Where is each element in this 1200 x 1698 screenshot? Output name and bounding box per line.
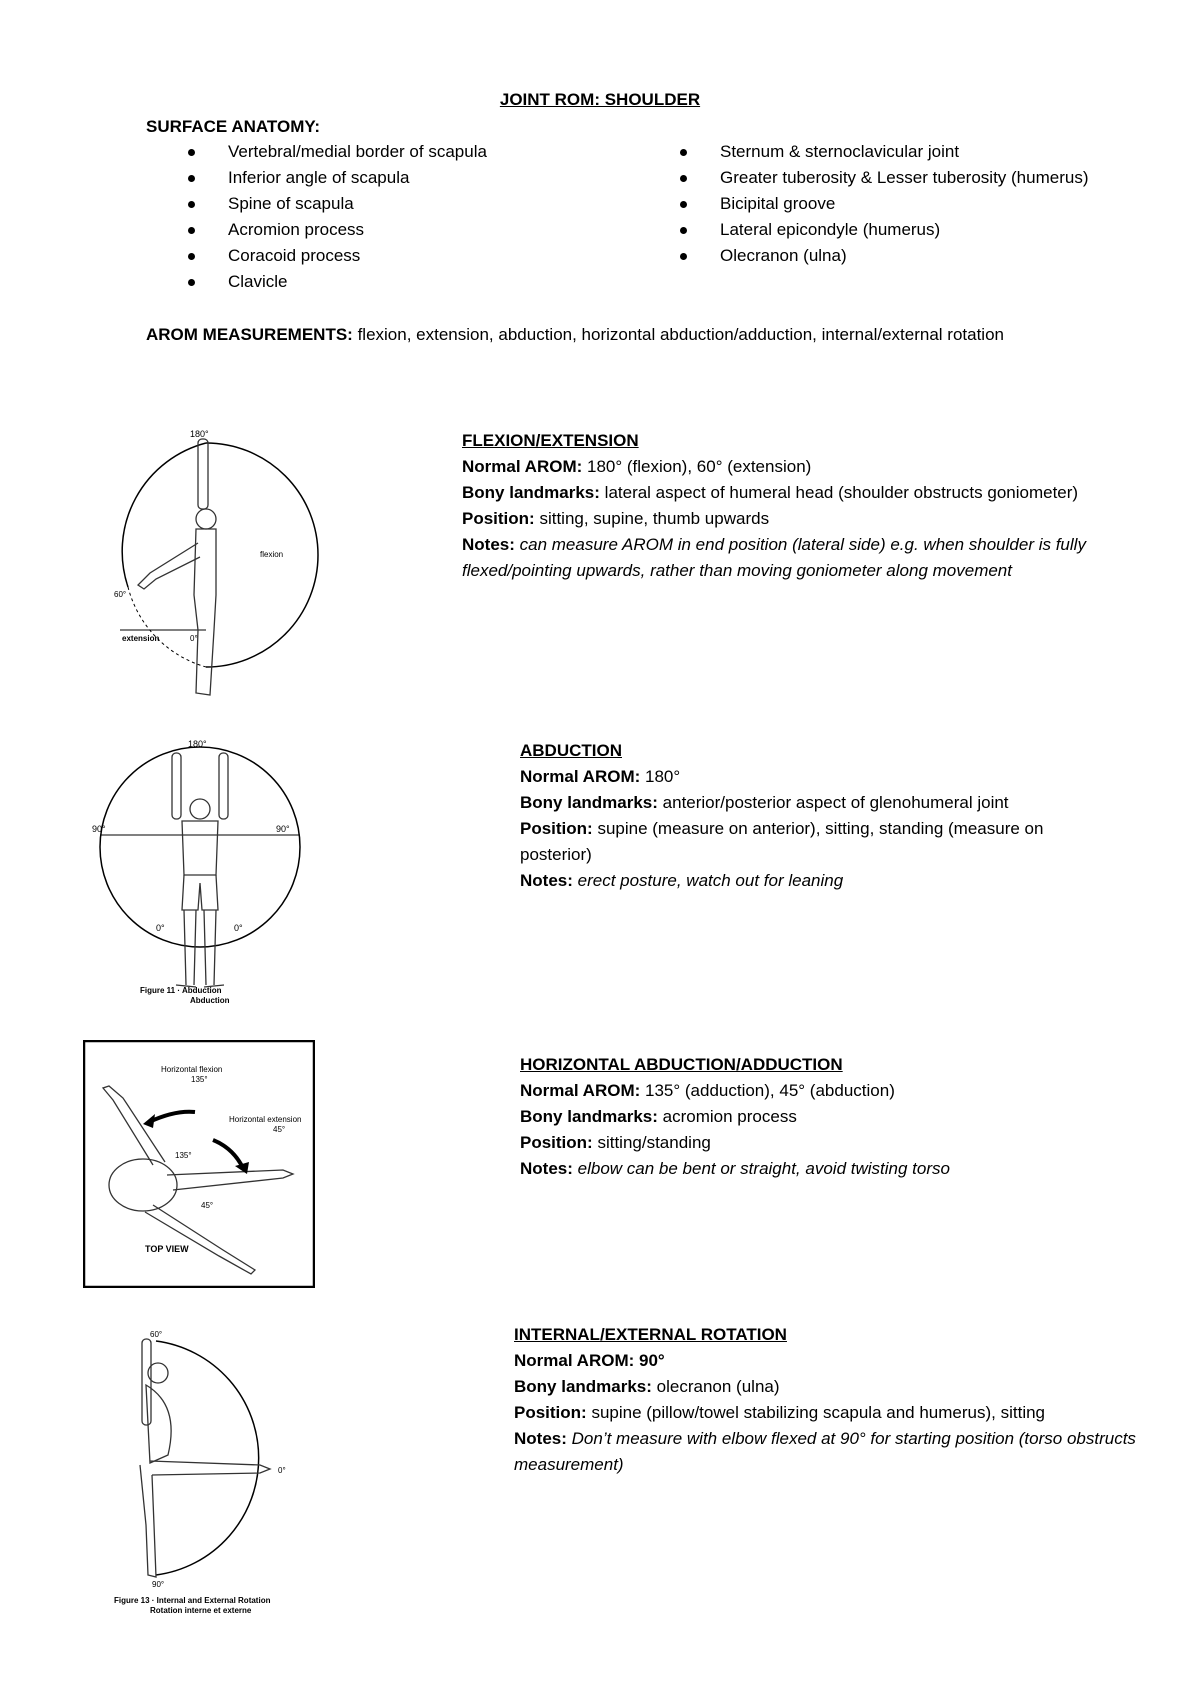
abduction-right-degree: 90° [276, 824, 290, 834]
bony-landmarks-value: acromion process [657, 1107, 797, 1126]
bony-landmarks-row [520, 790, 1120, 816]
abduction-caption: Figure 11 · Abduction [140, 986, 222, 995]
notes-row [520, 1156, 1120, 1182]
notes-row [462, 532, 1182, 584]
notes-label: Notes: [462, 535, 515, 554]
arom-label: AROM MEASUREMENTS: [146, 325, 353, 344]
section-flexion-extension [462, 428, 1182, 584]
position-row [520, 1130, 1120, 1156]
list-item: Bicipital groove [680, 191, 1100, 217]
section-heading: ABDUCTION [520, 741, 622, 760]
rotation-top-degree: 60° [150, 1330, 163, 1339]
normal-arom-row [514, 1348, 1154, 1374]
bony-landmarks-row [520, 1104, 1120, 1130]
section-abduction [520, 738, 1120, 894]
surface-anatomy-list-left [188, 139, 628, 295]
list-item: Greater tuberosity & Lesser tuberosity (humerus) [680, 165, 1100, 191]
position-label: Position: [462, 509, 535, 528]
horizontal-abduction-figure [83, 1040, 315, 1288]
section-rotation [514, 1322, 1154, 1478]
abduction-bottom-left-degree: 0° [156, 923, 165, 933]
horizontal-flexion-degree: 135° [191, 1075, 208, 1084]
abduction-figure [90, 735, 310, 1005]
notes-label: Notes: [520, 871, 573, 890]
bony-landmarks-value: anterior/posterior aspect of glenohumeral joint [657, 793, 1009, 812]
list-item: Sternum & sternoclavicular joint [680, 139, 1100, 165]
position-label: Position: [520, 1133, 593, 1152]
rotation-bottom-degree: 90° [152, 1580, 165, 1589]
section-heading: HORIZONTAL ABDUCTION/ADDUCTION [520, 1055, 843, 1074]
notes-value: erect posture, watch out for leaning [572, 871, 844, 890]
bony-landmarks-row [514, 1374, 1154, 1400]
normal-arom-label: Normal AROM: [514, 1351, 635, 1370]
normal-arom-value: 180° [640, 767, 681, 786]
top-view-label: TOP VIEW [145, 1244, 189, 1254]
list-item: Spine of scapula [188, 191, 628, 217]
bony-landmarks-value: lateral aspect of humeral head (shoulder obstructs goniometer) [599, 483, 1079, 502]
extension-label: extension [122, 634, 160, 643]
arom-text: flexion, extension, abduction, horizontal abduction/adduction, internal/external rotation [352, 325, 1004, 344]
horizontal-135-degree: 135° [175, 1151, 192, 1160]
section-horizontal-abduction [520, 1052, 1120, 1182]
flexion-zero-degree: 0° [190, 634, 198, 643]
rotation-caption: Figure 13 · Internal and External Rotation [114, 1596, 271, 1605]
horizontal-extension-label: Horizontal extension [229, 1115, 302, 1124]
notes-value: elbow can be bent or straight, avoid twisting torso [572, 1159, 950, 1178]
rotation-figure [110, 1325, 320, 1615]
notes-value: can measure AROM in end position (lateral side) e.g. when shoulder is fully flexed/pointing upwards, rather than moving goniometer along movement [462, 535, 1086, 580]
abduction-left-degree: 90° [92, 824, 106, 834]
position-value: sitting, supine, thumb upwards [534, 509, 770, 528]
position-value: supine (pillow/towel stabilizing scapula and humerus), sitting [586, 1403, 1046, 1422]
section-heading: INTERNAL/EXTERNAL ROTATION [514, 1325, 787, 1344]
horizontal-extension-degree: 45° [273, 1125, 286, 1134]
bony-landmarks-label: Bony landmarks: [462, 483, 600, 502]
position-label: Position: [520, 819, 593, 838]
normal-arom-value: 180° (flexion), 60° (extension) [582, 457, 812, 476]
list-item: Coracoid process [188, 243, 628, 269]
list-item: Clavicle [188, 269, 628, 295]
normal-arom-label: Normal AROM: [520, 767, 641, 786]
position-label: Position: [514, 1403, 587, 1422]
list-item: Inferior angle of scapula [188, 165, 628, 191]
normal-arom-value: 135° (adduction), 45° (abduction) [640, 1081, 895, 1100]
page-title: JOINT ROM: SHOULDER [499, 90, 701, 109]
flexion-label: flexion [260, 550, 284, 559]
list-item: Acromion process [188, 217, 628, 243]
position-value: sitting/standing [592, 1133, 711, 1152]
notes-label: Notes: [520, 1159, 573, 1178]
flexion-extension-figure [110, 425, 320, 705]
bony-landmarks-label: Bony landmarks: [514, 1377, 652, 1396]
abduction-top-degree: 180° [188, 739, 207, 749]
extension-degree: 60° [114, 590, 127, 599]
horizontal-45-degree: 45° [201, 1201, 214, 1210]
section-heading: FLEXION/EXTENSION [462, 431, 639, 450]
rotation-zero-degree: 0° [278, 1466, 286, 1475]
position-row [514, 1400, 1154, 1426]
normal-arom-label: Normal AROM: [462, 457, 583, 476]
list-item: Vertebral/medial border of scapula [188, 139, 628, 165]
position-value: supine (measure on anterior), sitting, standing (measure on posterior) [520, 819, 1044, 864]
bony-landmarks-value: olecranon (ulna) [651, 1377, 780, 1396]
notes-row [520, 868, 1120, 894]
notes-value: Don’t measure with elbow flexed at 90° for starting position (torso obstructs measurement) [514, 1429, 1136, 1474]
normal-arom-row [462, 454, 1182, 480]
bony-landmarks-label: Bony landmarks: [520, 793, 658, 812]
surface-anatomy-list-right [680, 139, 1100, 269]
flexion-top-degree: 180° [190, 429, 209, 439]
position-row [462, 506, 1182, 532]
list-item: Olecranon (ulna) [680, 243, 1100, 269]
notes-label: Notes: [514, 1429, 567, 1448]
normal-arom-row [520, 1078, 1120, 1104]
rotation-caption-sub: Rotation interne et externe [150, 1606, 252, 1615]
horizontal-flexion-label: Horizontal flexion [161, 1065, 223, 1074]
bony-landmarks-label: Bony landmarks: [520, 1107, 658, 1126]
bony-landmarks-row [462, 480, 1182, 506]
arom-measurements [146, 322, 1096, 348]
abduction-caption-sub: Abduction [190, 996, 230, 1005]
abduction-bottom-right-degree: 0° [234, 923, 243, 933]
position-row [520, 816, 1090, 868]
list-item: Lateral epicondyle (humerus) [680, 217, 1100, 243]
normal-arom-label: Normal AROM: [520, 1081, 641, 1100]
normal-arom-row [520, 764, 1120, 790]
normal-arom-value: 90° [634, 1351, 665, 1370]
surface-anatomy-heading: SURFACE ANATOMY: [146, 117, 321, 136]
notes-row [514, 1426, 1154, 1478]
